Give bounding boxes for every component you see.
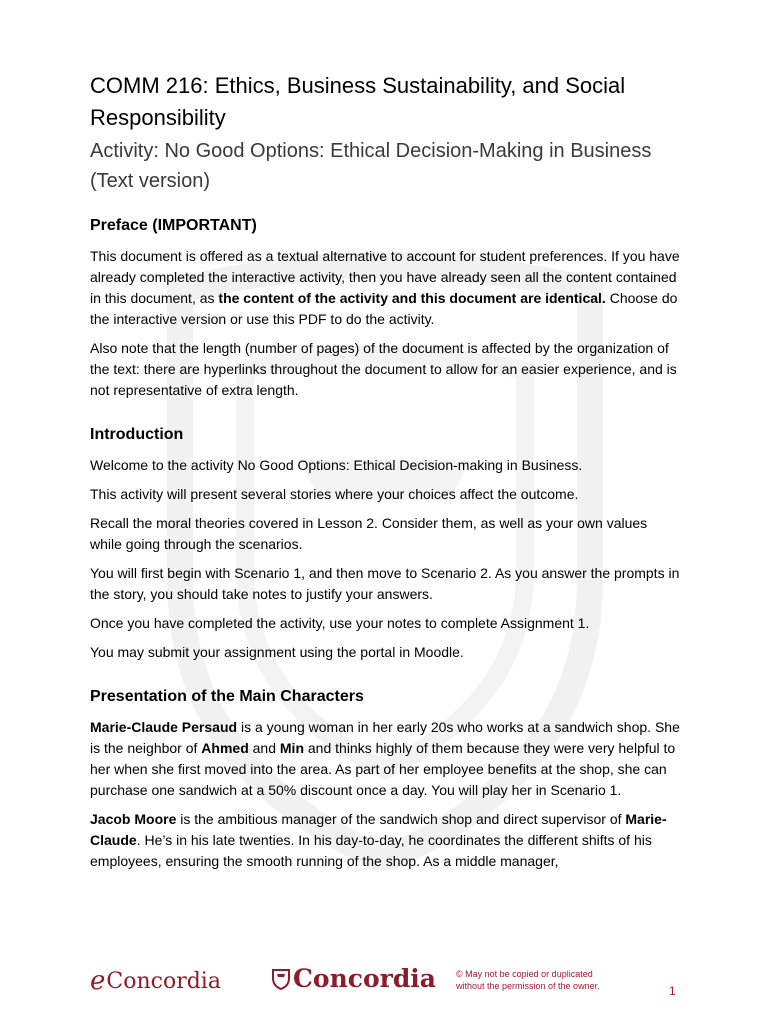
intro-paragraph: This activity will present several stories where your choices affect the outcome.	[90, 486, 579, 502]
econcordia-logo	[90, 966, 221, 996]
intro-paragraph: Recall the moral theories covered in Lesson 2. Consider them, as well as your own values while going through the scenarios.	[90, 515, 648, 552]
character-text: . He’s in his late twenties. In his day-to-day, he coordinates the different shifts of his employees, ensuring the smooth running of the shop. As a middle manager,	[90, 832, 652, 869]
character-name-marie-claude: Marie-Claude	[90, 811, 667, 848]
course-title: COMM 216: Ethics, Business Sustainability, and Social Responsibility	[90, 73, 626, 130]
character-text: and thinks highly of them because they were very helpful to her when she first moved into the area. As part of her employee benefits at the shop, she can purchase one sandwich at a 50% discount once a day. You will play her in Scenario 1.	[90, 740, 676, 798]
characters-heading: Presentation of the Main Characters	[90, 688, 364, 705]
character-text: is the ambitious manager of the sandwich shop and direct supervisor of	[176, 811, 626, 827]
intro-paragraph: You will first begin with Scenario 1, and then move to Scenario 2. As you answer the prompts in the story, you should take notes to justify your answers.	[90, 565, 680, 602]
intro-paragraph: Once you have completed the activity, use your notes to complete Assignment 1.	[90, 615, 590, 631]
page-number: 1	[669, 984, 676, 998]
concordia-shield-icon	[272, 968, 290, 990]
character-name-ahmed: Ahmed	[201, 740, 249, 756]
activity-title: Activity: No Good Options: Ethical Decision-Making in Business (Text version)	[90, 140, 652, 192]
character-name-min: Min	[279, 740, 304, 756]
econcordia-e-glyph: e	[90, 966, 106, 996]
document-body	[90, 70, 680, 872]
character-marie-claude	[90, 717, 680, 801]
introduction-heading: Introduction	[90, 426, 184, 443]
intro-paragraph: You may submit your assignment using the portal in Moodle.	[90, 644, 464, 660]
concordia-logo	[272, 964, 436, 993]
preface-heading: Preface (IMPORTANT)	[90, 217, 257, 234]
character-text: and	[248, 740, 280, 756]
econcordia-logo-text: Concordia	[106, 968, 221, 994]
intro-paragraph: Welcome to the activity No Good Options: Ethical Decision-making in Business.	[90, 457, 583, 473]
preface-paragraph-1	[90, 246, 680, 330]
copyright-notice	[456, 968, 600, 992]
preface-p1-text-c: Choose do the interactive version or use this PDF to do the activity.	[90, 290, 678, 327]
character-name: Marie-Claude Persaud	[90, 719, 238, 735]
page-footer	[0, 960, 768, 1010]
preface-p1-bold: the content of the activity and this document are identical.	[218, 290, 606, 306]
concordia-logo-text: Concordia	[293, 964, 436, 993]
character-name: Jacob Moore	[90, 811, 177, 827]
preface-paragraph-2: Also note that the length (number of pages) of the document is affected by the organization of the text: there are hyperlinks throughout the document to allow for an easier experience, and is not representative of extra length.	[90, 340, 677, 398]
character-jacob-moore	[90, 809, 680, 872]
copyright-line: without the permission of the owner.	[456, 981, 600, 991]
copyright-line: © May not be copied or duplicated	[456, 969, 593, 979]
preface-p1-text-a: This document is offered as a textual alternative to account for student preferences. If you have already completed the interactive activity, then you have already seen all the content contained in this document, as	[90, 248, 680, 306]
character-text: is a young woman in her early 20s who works at a sandwich shop. She is the neighbor of	[90, 719, 680, 756]
